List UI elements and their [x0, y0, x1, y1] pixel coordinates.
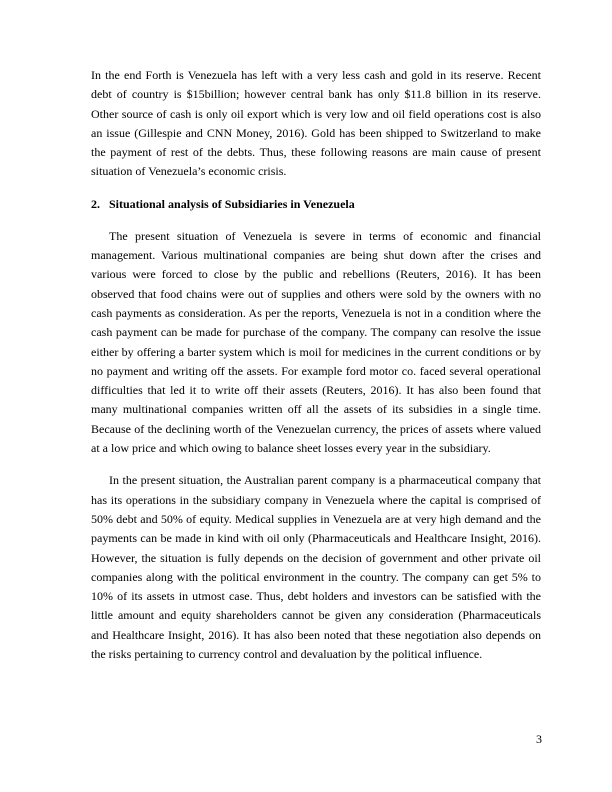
paragraph-situational-analysis: The present situation of Venezuela is severe in terms of economic and financial management. Various multinational companies are being shut down after the crises and various were forced to close by the public and rebellions (Reuters, 2016). It has been observed that food chains were out of supplies and others were sold by the owners with no cash payments as consideration. As per the reports, Venezuela is not in a condition where the cash payment can be made for purchase of the company. The company can resolve the issue either by offering a barter system which is moil for medicines in the current conditions or by no payment and writing off the assets. For example ford motor co. faced several operational difficulties that led it to write off their assets (Reuters, 2016). It has also been found that many multinational companies written off all the assets of its subsidies in a single time. Because of the declining worth of the Venezuelan currency, the prices of assets where valued at a low price and which owing to balance sheet losses every year in the subsidiary.	[91, 228, 541, 456]
page-number: 3	[536, 732, 542, 746]
section-number: 2.	[91, 196, 100, 211]
paragraph-venezuela-reserves: In the end Forth is Venezuela has left with a very less cash and gold in its reserve. Recent debt of country is $15billion; however central bank has only $11.8 billion in its reserve. Other source of cash is only oil export which is very low and oil field operations cost is also an issue (Gillespie and CNN Money, 2016). Gold has been shipped to Switzerland to make the payment of rest of the debts. Thus, these following reasons are main cause of present situation of Venezuela’s economic crisis.	[91, 68, 541, 179]
page-body	[91, 66, 541, 664]
section-heading	[91, 195, 541, 214]
paragraph-australian-parent-company: In the present situation, the Australian parent company is a pharmaceutical company that has its operations in the subsidiary company in Venezuela where the capital is comprised of 50% debt and 50% of equity. Medical supplies in Venezuela are at very high demand and the payments can be made in kind with oil only (Pharmaceuticals and Healthcare Insight, 2016). However, the situation is fully depends on the decision of government and other private oil companies along with the political environment in the country. The company can get 5% to 10% of its assets in utmost case. Thus, debt holders and investors can be satisfied with the little amount and equity shareholders cannot be given any consideration (Pharmaceuticals and Healthcare Insight, 2016). It has also been noted that these negotiation also depends on the risks pertaining to currency control and devaluation by the political influence.	[91, 473, 541, 662]
section-title: Situational analysis of Subsidiaries in Venezuela	[109, 196, 355, 211]
